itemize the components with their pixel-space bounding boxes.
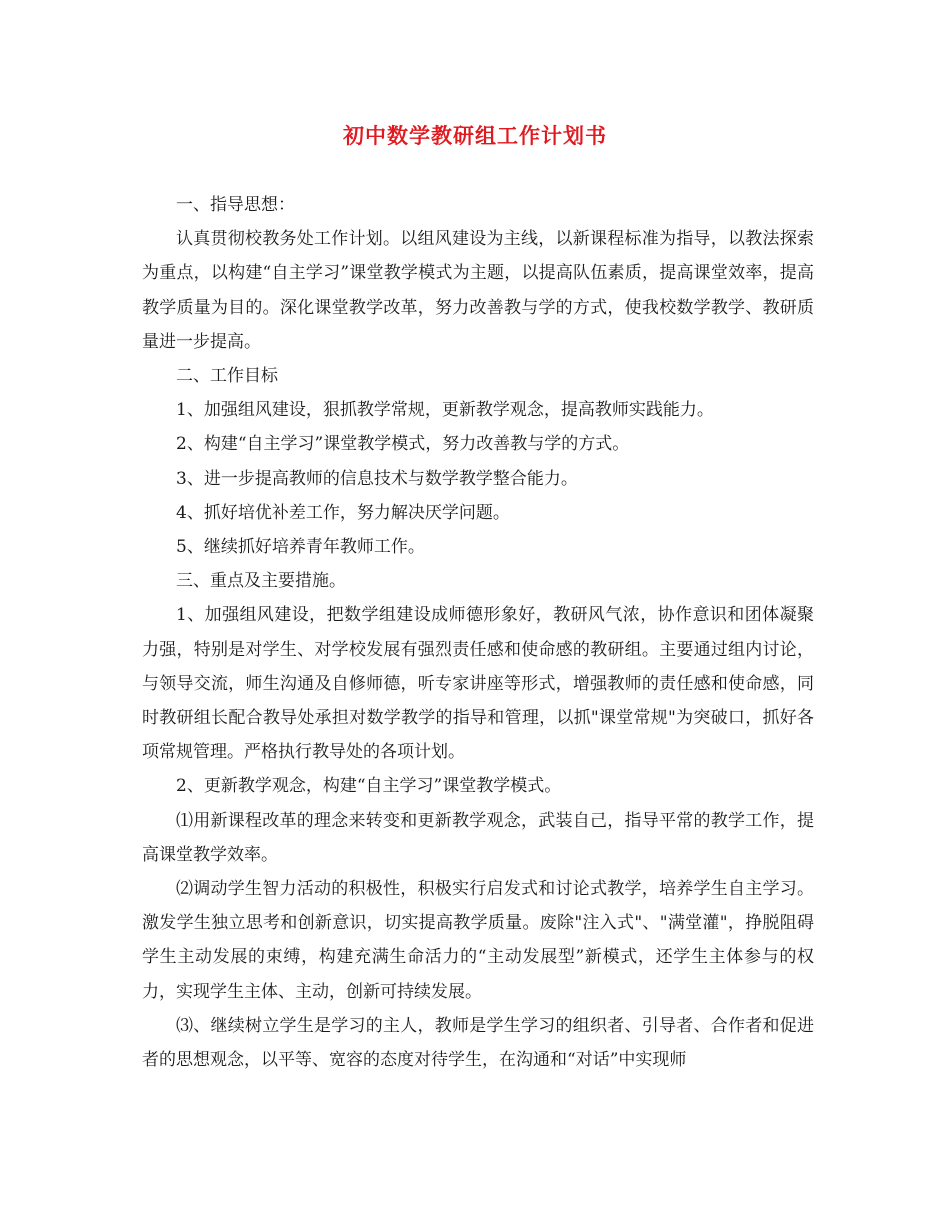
section-heading-work-goals: 二、工作目标 (176, 366, 278, 387)
measure-paragraph-1: 1、加强组风建设，把数学组建设成师德形象好，教研风气浓，协作意识和团体凝聚力强，特别是对学生、对学校发展有强烈责任感和使命感的教研组。主要通过组内讨论，与领导交流，师生沟通及自修师德，听专家讲座等形式，增强教师的责任感和使命感，同时教研组长配合教导处承担对数学教学的指导和管理，以抓"课堂常规"为突破口，抓好各项常规管理。严格执行教导处的各项计划。 (142, 605, 814, 763)
goal-item-3: 3、进一步提高教师的信息技术与数学教学整合能力。 (176, 468, 578, 489)
goal-item-1: 1、加强组风建设，狠抓教学常规，更新教学观念，提高教师实践能力。 (176, 400, 714, 421)
measure-subitem-3: ⑶、继续树立学生是学习的主人，教师是学生学习的组织者、引导者、合作者和促进者的思想观念，以平等、宽容的态度对待学生，在沟通和“对话”中实现师 (142, 1015, 814, 1071)
document-title: 初中数学教研组工作计划书 (343, 123, 607, 148)
measure-subitem-1: ⑴用新课程改革的理念来转变和更新教学观念，武装自己，指导平常的教学工作，提高课堂教学效率。 (142, 810, 814, 865)
section-heading-guiding-ideology: 一、指导思想： (176, 195, 295, 215)
paragraph-guiding-ideology: 认真贯彻校教务处工作计划。以组风建设为主线，以新课程标准为指导，以教法探索为重点，以构建“自主学习”课堂教学模式为主题，以提高队伍素质，提高课堂效率，提高教学质量为目的。深化课堂教学改革，努力改善教与学的方式，使我校数学教学、教研质量进一步提高。 (142, 229, 814, 352)
goal-item-4: 4、抓好培优补差工作，努力解决厌学问题。 (176, 502, 510, 523)
document-body (142, 188, 814, 1077)
measure-subitem-2: ⑵调动学生智力活动的积极性，积极实行启发式和讨论式教学，培养学生自主学习。激发学生独立思考和创新意识，切实提高教学质量。废除"注入式"、"满堂灌"，挣脱阻碍学生主动发展的束缚，构建充满生命活力的“主动发展型”新模式，还学生主体参与的权力，实现学生主体、主动，创新可持续发展。 (142, 879, 814, 1002)
measure-paragraph-2: 2、更新教学观念，构建“自主学习”课堂教学模式。 (176, 776, 562, 797)
goal-item-2: 2、构建“自主学习”课堂教学模式，努力改善教与学的方式。 (176, 434, 630, 455)
section-heading-measures: 三、重点及主要措施。 (176, 571, 346, 592)
goal-item-5: 5、继续抓好培养青年教师工作。 (176, 537, 425, 558)
